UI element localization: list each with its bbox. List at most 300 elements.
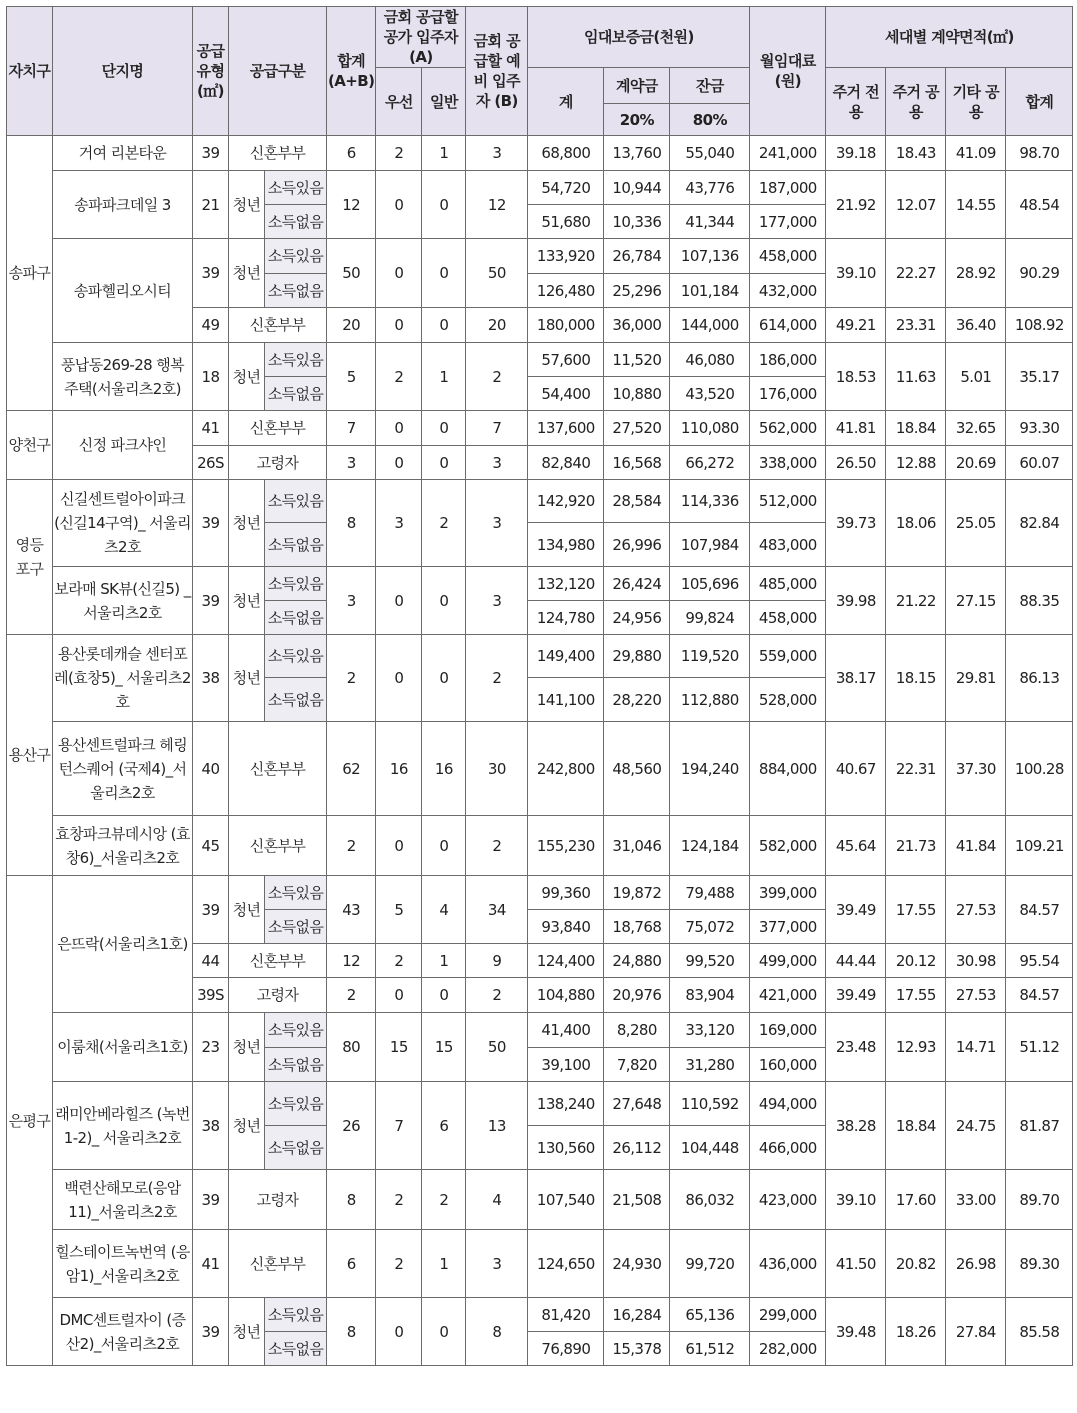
area-total: 89.30: [1006, 1230, 1073, 1298]
area-shared: 18.84: [886, 411, 946, 446]
total-count: 12: [327, 171, 376, 239]
col-general: 일반: [422, 68, 466, 136]
general-count: 6: [422, 1082, 466, 1170]
area-exclusive: 39.48: [826, 1298, 886, 1366]
deposit-contract: 26,112: [604, 1126, 670, 1170]
deposit-total: 242,800: [528, 722, 604, 816]
total-count: 6: [327, 1230, 376, 1298]
area-other: 36.40: [946, 308, 1006, 343]
area-shared: 17.55: [886, 876, 946, 944]
area-shared: 23.31: [886, 308, 946, 343]
supply-type: 45: [193, 816, 229, 876]
table-row: [7, 722, 1073, 816]
area-total: 86.13: [1006, 635, 1073, 722]
area-total: 51.12: [1006, 1013, 1073, 1082]
col-area-other: 기타 공용: [946, 68, 1006, 136]
income-no: 소득없음: [265, 678, 327, 722]
income-yes: 소득있음: [265, 480, 327, 523]
deposit-contract: 24,880: [604, 944, 670, 978]
area-exclusive: 39.18: [826, 136, 886, 171]
col-complex: 단지명: [53, 7, 193, 136]
general-count: 4: [422, 876, 466, 944]
priority-count: 0: [376, 171, 422, 239]
table-row: [7, 411, 1073, 446]
supply-type: 39: [193, 876, 229, 944]
area-shared: 18.26: [886, 1298, 946, 1366]
area-shared: 20.82: [886, 1230, 946, 1298]
area-total: 93.30: [1006, 411, 1073, 446]
general-count: 1: [422, 136, 466, 171]
supply-type: 41: [193, 1230, 229, 1298]
total-count: 20: [327, 308, 376, 343]
deposit-balance: 83,904: [670, 978, 750, 1013]
supply-class: 신혼부부: [229, 816, 327, 876]
general-count: 0: [422, 411, 466, 446]
table-row: [7, 1230, 1073, 1298]
deposit-balance: 114,336: [670, 480, 750, 523]
complex-name: 힐스테이트녹번역 (응암1)_서울리츠2호: [53, 1230, 193, 1298]
income-yes: 소득있음: [265, 1082, 327, 1126]
table-row: [7, 239, 1073, 274]
deposit-balance: 43,520: [670, 377, 750, 411]
supply-type: 41: [193, 411, 229, 446]
deposit-contract: 28,584: [604, 480, 670, 523]
col-deposit: 임대보증금(천원): [528, 7, 750, 68]
deposit-balance: 110,592: [670, 1082, 750, 1126]
col-contract-pct: 20%: [604, 104, 670, 136]
deposit-total: 81,420: [528, 1298, 604, 1332]
deposit-total: 142,920: [528, 480, 604, 523]
total-count: 8: [327, 1298, 376, 1366]
deposit-contract: 15,378: [604, 1332, 670, 1366]
complex-name: 풍납동269-28 행복주택(서울리츠2호): [53, 343, 193, 411]
deposit-balance: 104,448: [670, 1126, 750, 1170]
area-exclusive: 41.81: [826, 411, 886, 446]
monthly-rent: 483,000: [750, 523, 826, 567]
deposit-contract: 21,508: [604, 1170, 670, 1230]
deposit-total: 149,400: [528, 635, 604, 678]
supply-type: 39: [193, 480, 229, 567]
deposit-total: 104,880: [528, 978, 604, 1013]
deposit-total: 124,780: [528, 601, 604, 635]
supply-class: 신혼부부: [229, 944, 327, 978]
complex-name: 거여 리본타운: [53, 136, 193, 171]
total-count: 62: [327, 722, 376, 816]
deposit-total: 124,650: [528, 1230, 604, 1298]
deposit-contract: 25,296: [604, 274, 670, 308]
monthly-rent: 338,000: [750, 446, 826, 480]
deposit-contract: 24,956: [604, 601, 670, 635]
col-area-total: 합계: [1006, 68, 1073, 136]
supply-class: 청년: [229, 343, 265, 411]
area-shared: 18.15: [886, 635, 946, 722]
area-shared: 21.22: [886, 567, 946, 635]
area-total: 100.28: [1006, 722, 1073, 816]
deposit-total: 54,720: [528, 171, 604, 205]
deposit-contract: 27,648: [604, 1082, 670, 1126]
area-other: 5.01: [946, 343, 1006, 411]
deposit-total: 130,560: [528, 1126, 604, 1170]
reserve-count: 30: [466, 722, 528, 816]
col-supply-type: 공급 유형 (㎡): [193, 7, 229, 136]
area-other: 20.69: [946, 446, 1006, 480]
supply-class: 청년: [229, 1298, 265, 1366]
deposit-contract: 18,768: [604, 910, 670, 944]
area-shared: 12.93: [886, 1013, 946, 1082]
priority-count: 15: [376, 1013, 422, 1082]
priority-count: 0: [376, 635, 422, 722]
supply-type: 18: [193, 343, 229, 411]
supply-class: 신혼부부: [229, 308, 327, 343]
supply-class: 청년: [229, 1013, 265, 1082]
supply-type: 39: [193, 136, 229, 171]
general-count: 1: [422, 944, 466, 978]
table-row: [7, 1082, 1073, 1126]
deposit-balance: 107,136: [670, 239, 750, 274]
deposit-contract: 36,000: [604, 308, 670, 343]
complex-name: 효창파크뷰데시앙 (효창6)_서울리츠2호: [53, 816, 193, 876]
complex-name: 래미안베라힐즈 (녹번1-2)_ 서울리츠2호: [53, 1082, 193, 1170]
area-total: 81.87: [1006, 1082, 1073, 1170]
reserve-count: 9: [466, 944, 528, 978]
deposit-balance: 99,520: [670, 944, 750, 978]
reserve-count: 3: [466, 1230, 528, 1298]
col-tenants-a: 금회 공급할 공가 입주자 (A): [376, 7, 466, 68]
area-total: 84.57: [1006, 876, 1073, 944]
deposit-balance: 144,000: [670, 308, 750, 343]
deposit-total: 99,360: [528, 876, 604, 910]
reserve-count: 50: [466, 1013, 528, 1082]
complex-name: 백련산해모로(응암 11)_서울리츠2호: [53, 1170, 193, 1230]
deposit-contract: 29,880: [604, 635, 670, 678]
complex-name: 용산센트럴파크 헤링턴스퀘어 (국제4)_서울리츠2호: [53, 722, 193, 816]
income-yes: 소득있음: [265, 1013, 327, 1048]
table-row: [7, 1298, 1073, 1332]
deposit-balance: 124,184: [670, 816, 750, 876]
table-row: [7, 816, 1073, 876]
monthly-rent: 299,000: [750, 1298, 826, 1332]
reserve-count: 4: [466, 1170, 528, 1230]
area-exclusive: 38.17: [826, 635, 886, 722]
deposit-total: 51,680: [528, 205, 604, 239]
income-no: 소득없음: [265, 1048, 327, 1082]
reserve-count: 2: [466, 343, 528, 411]
monthly-rent: 499,000: [750, 944, 826, 978]
deposit-balance: 41,344: [670, 205, 750, 239]
supply-type: 39S: [193, 978, 229, 1013]
complex-name: 보라매 SK뷰(신길5) _서울리츠2호: [53, 567, 193, 635]
table-row: [7, 136, 1073, 171]
total-count: 43: [327, 876, 376, 944]
area-other: 27.53: [946, 876, 1006, 944]
deposit-balance: 79,488: [670, 876, 750, 910]
deposit-balance: 112,880: [670, 678, 750, 722]
supply-class: 신혼부부: [229, 1230, 327, 1298]
deposit-total: 138,240: [528, 1082, 604, 1126]
deposit-contract: 8,280: [604, 1013, 670, 1048]
monthly-rent: 399,000: [750, 876, 826, 910]
total-count: 8: [327, 480, 376, 567]
priority-count: 0: [376, 567, 422, 635]
deposit-total: 132,120: [528, 567, 604, 601]
general-count: 0: [422, 635, 466, 722]
income-no: 소득없음: [265, 205, 327, 239]
reserve-count: 8: [466, 1298, 528, 1366]
priority-count: 0: [376, 816, 422, 876]
deposit-balance: 101,184: [670, 274, 750, 308]
area-other: 33.00: [946, 1170, 1006, 1230]
complex-name: 이룸채(서울리츠1호): [53, 1013, 193, 1082]
supply-class: 청년: [229, 480, 265, 567]
area-other: 25.05: [946, 480, 1006, 567]
priority-count: 5: [376, 876, 422, 944]
priority-count: 2: [376, 136, 422, 171]
total-count: 3: [327, 567, 376, 635]
reserve-count: 34: [466, 876, 528, 944]
supply-class: 신혼부부: [229, 411, 327, 446]
supply-type: 38: [193, 635, 229, 722]
supply-class: 고령자: [229, 1170, 327, 1230]
col-contract: 계약금: [604, 68, 670, 104]
area-exclusive: 39.73: [826, 480, 886, 567]
total-count: 3: [327, 446, 376, 480]
income-no: 소득없음: [265, 523, 327, 567]
monthly-rent: 377,000: [750, 910, 826, 944]
monthly-rent: 282,000: [750, 1332, 826, 1366]
deposit-total: 133,920: [528, 239, 604, 274]
priority-count: 2: [376, 1170, 422, 1230]
supply-class: 청년: [229, 635, 265, 722]
total-count: 26: [327, 1082, 376, 1170]
area-shared: 17.55: [886, 978, 946, 1013]
area-other: 27.84: [946, 1298, 1006, 1366]
complex-name: 신길센트럴아이파크 (신길14구역)_ 서울리츠2호: [53, 480, 193, 567]
deposit-total: 39,100: [528, 1048, 604, 1082]
area-exclusive: 45.64: [826, 816, 886, 876]
general-count: 0: [422, 239, 466, 308]
deposit-total: 126,480: [528, 274, 604, 308]
total-count: 2: [327, 635, 376, 722]
total-count: 80: [327, 1013, 376, 1082]
area-shared: 11.63: [886, 343, 946, 411]
deposit-contract: 13,760: [604, 136, 670, 171]
priority-count: 0: [376, 308, 422, 343]
area-total: 82.84: [1006, 480, 1073, 567]
area-exclusive: 44.44: [826, 944, 886, 978]
reserve-count: 12: [466, 171, 528, 239]
area-exclusive: 39.10: [826, 1170, 886, 1230]
area-other: 27.53: [946, 978, 1006, 1013]
col-area-exclusive: 주거 전용: [826, 68, 886, 136]
area-exclusive: 23.48: [826, 1013, 886, 1082]
supply-class: 신혼부부: [229, 136, 327, 171]
deposit-total: 180,000: [528, 308, 604, 343]
col-monthly-rent: 월임대료 (원): [750, 7, 826, 136]
general-count: 0: [422, 171, 466, 239]
area-exclusive: 39.49: [826, 876, 886, 944]
district-cell: 은평구: [7, 876, 53, 1366]
income-no: 소득없음: [265, 910, 327, 944]
table-row: [7, 567, 1073, 601]
reserve-count: 7: [466, 411, 528, 446]
area-total: 90.29: [1006, 239, 1073, 308]
monthly-rent: 169,000: [750, 1013, 826, 1048]
supply-class: 신혼부부: [229, 722, 327, 816]
table-row: [7, 480, 1073, 523]
col-area-shared: 주거 공용: [886, 68, 946, 136]
deposit-total: 107,540: [528, 1170, 604, 1230]
income-no: 소득없음: [265, 1332, 327, 1366]
monthly-rent: 458,000: [750, 601, 826, 635]
deposit-balance: 86,032: [670, 1170, 750, 1230]
district-cell: 용산구: [7, 635, 53, 876]
monthly-rent: 177,000: [750, 205, 826, 239]
deposit-contract: 20,976: [604, 978, 670, 1013]
monthly-rent: 466,000: [750, 1126, 826, 1170]
area-exclusive: 26.50: [826, 446, 886, 480]
deposit-balance: 119,520: [670, 635, 750, 678]
monthly-rent: 436,000: [750, 1230, 826, 1298]
income-yes: 소득있음: [265, 1298, 327, 1332]
total-count: 2: [327, 816, 376, 876]
area-exclusive: 49.21: [826, 308, 886, 343]
reserve-count: 3: [466, 480, 528, 567]
deposit-total: 137,600: [528, 411, 604, 446]
table-row: [7, 1170, 1073, 1230]
deposit-contract: 26,996: [604, 523, 670, 567]
area-total: 35.17: [1006, 343, 1073, 411]
total-count: 7: [327, 411, 376, 446]
area-total: 85.58: [1006, 1298, 1073, 1366]
supply-class: 고령자: [229, 446, 327, 480]
deposit-total: 93,840: [528, 910, 604, 944]
supply-type: 44: [193, 944, 229, 978]
district-cell: 송파구: [7, 136, 53, 411]
area-exclusive: 41.50: [826, 1230, 886, 1298]
general-count: 0: [422, 446, 466, 480]
col-balance: 잔금: [670, 68, 750, 104]
area-other: 28.92: [946, 239, 1006, 308]
table-row: [7, 1013, 1073, 1048]
area-shared: 21.73: [886, 816, 946, 876]
complex-name: 송파파크데일 3: [53, 171, 193, 239]
complex-name: DMC센트럴자이 (증산2)_서울리츠2호: [53, 1298, 193, 1366]
reserve-count: 2: [466, 978, 528, 1013]
area-exclusive: 39.10: [826, 239, 886, 308]
deposit-balance: 43,776: [670, 171, 750, 205]
deposit-contract: 10,944: [604, 171, 670, 205]
deposit-contract: 27,520: [604, 411, 670, 446]
income-yes: 소득있음: [265, 567, 327, 601]
general-count: 1: [422, 1230, 466, 1298]
header-row-1: [7, 7, 1073, 68]
reserve-count: 50: [466, 239, 528, 308]
area-total: 84.57: [1006, 978, 1073, 1013]
supply-type: 39: [193, 1170, 229, 1230]
income-yes: 소득있음: [265, 239, 327, 274]
deposit-contract: 10,880: [604, 377, 670, 411]
monthly-rent: 485,000: [750, 567, 826, 601]
col-priority: 우선: [376, 68, 422, 136]
monthly-rent: 562,000: [750, 411, 826, 446]
area-shared: 12.88: [886, 446, 946, 480]
income-yes: 소득있음: [265, 876, 327, 910]
district-cell: 양천구: [7, 411, 53, 480]
supply-type: 23: [193, 1013, 229, 1082]
area-other: 27.15: [946, 567, 1006, 635]
monthly-rent: 512,000: [750, 480, 826, 523]
deposit-balance: 33,120: [670, 1013, 750, 1048]
income-yes: 소득있음: [265, 343, 327, 377]
priority-count: 0: [376, 978, 422, 1013]
monthly-rent: 494,000: [750, 1082, 826, 1126]
priority-count: 0: [376, 1298, 422, 1366]
deposit-balance: 61,512: [670, 1332, 750, 1366]
deposit-total: 141,100: [528, 678, 604, 722]
monthly-rent: 559,000: [750, 635, 826, 678]
deposit-total: 68,800: [528, 136, 604, 171]
area-shared: 22.27: [886, 239, 946, 308]
monthly-rent: 186,000: [750, 343, 826, 377]
deposit-balance: 99,720: [670, 1230, 750, 1298]
area-other: 30.98: [946, 944, 1006, 978]
monthly-rent: 528,000: [750, 678, 826, 722]
general-count: 2: [422, 1170, 466, 1230]
table-row: [7, 635, 1073, 678]
col-total: 합계 (A+B): [327, 7, 376, 136]
reserve-count: 20: [466, 308, 528, 343]
deposit-contract: 10,336: [604, 205, 670, 239]
priority-count: 3: [376, 480, 422, 567]
area-shared: 18.84: [886, 1082, 946, 1170]
reserve-count: 2: [466, 816, 528, 876]
deposit-contract: 26,424: [604, 567, 670, 601]
monthly-rent: 241,000: [750, 136, 826, 171]
priority-count: 2: [376, 1230, 422, 1298]
reserve-count: 3: [466, 567, 528, 635]
deposit-balance: 194,240: [670, 722, 750, 816]
area-total: 89.70: [1006, 1170, 1073, 1230]
deposit-contract: 11,520: [604, 343, 670, 377]
total-count: 2: [327, 978, 376, 1013]
monthly-rent: 423,000: [750, 1170, 826, 1230]
supply-type: 38: [193, 1082, 229, 1170]
deposit-contract: 28,220: [604, 678, 670, 722]
general-count: 16: [422, 722, 466, 816]
area-exclusive: 21.92: [826, 171, 886, 239]
reserve-count: 3: [466, 136, 528, 171]
general-count: 15: [422, 1013, 466, 1082]
supply-type: 21: [193, 171, 229, 239]
area-other: 24.75: [946, 1082, 1006, 1170]
reserve-count: 2: [466, 635, 528, 722]
area-exclusive: 38.28: [826, 1082, 886, 1170]
area-other: 26.98: [946, 1230, 1006, 1298]
area-other: 32.65: [946, 411, 1006, 446]
supply-class: 청년: [229, 171, 265, 239]
supply-type: 39: [193, 1298, 229, 1366]
area-exclusive: 18.53: [826, 343, 886, 411]
supply-type: 49: [193, 308, 229, 343]
general-count: 0: [422, 308, 466, 343]
deposit-contract: 7,820: [604, 1048, 670, 1082]
deposit-balance: 66,272: [670, 446, 750, 480]
general-count: 0: [422, 816, 466, 876]
deposit-contract: 31,046: [604, 816, 670, 876]
total-count: 50: [327, 239, 376, 308]
area-exclusive: 39.49: [826, 978, 886, 1013]
area-shared: 18.43: [886, 136, 946, 171]
